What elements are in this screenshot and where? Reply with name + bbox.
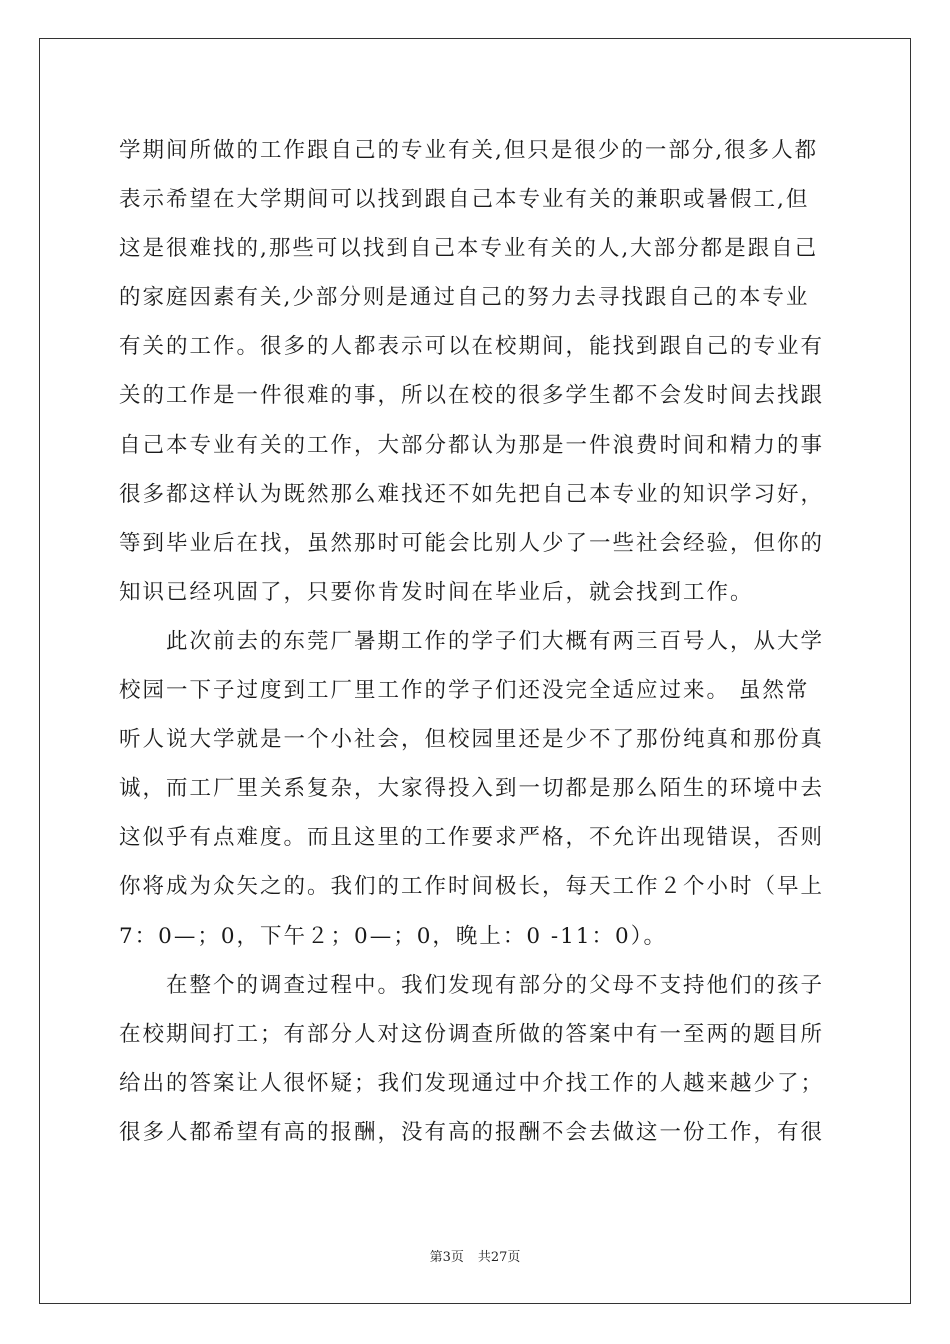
text-line-4: 的家庭因素有关,少部分则是通过自己的努力去寻找跟自己的本专业	[119, 285, 810, 311]
text-line-19: 在校期间打工；有部分人对这份调查所做的答案中有一至两的题目所	[119, 1021, 825, 1047]
text-line-1: 学期间所做的工作跟自己的专业有关,但只是很少的一部分,很多人都	[119, 138, 819, 163]
text-line-7: 自己本专业有关的工作，大部分都认为那是一件浪费时间和精力的事	[119, 432, 825, 458]
text-line-5: 有关的工作。很多的人都表示可以在校期间，能找到跟自己的专业有	[119, 334, 825, 360]
text-line-15: 这似乎有点难度。而且这里的工作要求严格，不允许出现错误，否则	[119, 825, 825, 851]
text-line-16: 你将成为众矢之的。我们的工作时间极长，每天工作２个小时（早上	[119, 874, 825, 900]
text-line-14: 诚，而工厂里关系复杂，大家得投入到一切都是那么陌生的环境中去	[119, 776, 825, 802]
page-total: 共27页	[477, 1250, 521, 1265]
text-line-17: 7：0—；0，下午２；0—；0，晚上：0 -11：0）。	[119, 923, 667, 949]
text-line-21: 很多人都希望有高的报酬，没有高的报酬不会去做这一份工作，有很	[119, 1119, 825, 1145]
text-line-6: 关的工作是一件很难的事，所以在校的很多学生都不会发时间去找跟	[119, 383, 825, 409]
text-line-2: 表示希望在大学期间可以找到跟自己本专业有关的兼职或暑假工,但	[119, 187, 810, 213]
text-line-11: 此次前去的东莞厂暑期工作的学子们大概有两三百号人，从大学	[119, 628, 825, 654]
document-body	[119, 126, 835, 1157]
page-number: 第3页	[429, 1250, 464, 1265]
text-line-10: 知识已经巩固了，只要你肯发时间在毕业后，就会找到工作。	[119, 579, 754, 605]
text-line-9: 等到毕业后在找，虽然那时可能会比别人少了一些社会经验，但你的	[119, 530, 825, 556]
text-line-13: 听人说大学就是一个小社会，但校园里还是少不了那份纯真和那份真	[119, 727, 825, 753]
text-line-3: 这是很难找的,那些可以找到自己本专业有关的人,大部分都是跟自己	[119, 236, 819, 262]
page-footer	[0, 1246, 950, 1265]
text-line-18: 在整个的调查过程中。我们发现有部分的父母不支持他们的孩子	[119, 972, 825, 998]
text-line-12: 校园一下子过度到工厂里工作的学子们还没完全适应过来。 虽然常	[119, 678, 810, 704]
text-line-20: 给出的答案让人很怀疑；我们发现通过中介找工作的人越来越少了；	[119, 1070, 825, 1096]
text-line-8: 很多都这样认为既然那么难找还不如先把自己本专业的知识学习好，	[119, 481, 825, 507]
